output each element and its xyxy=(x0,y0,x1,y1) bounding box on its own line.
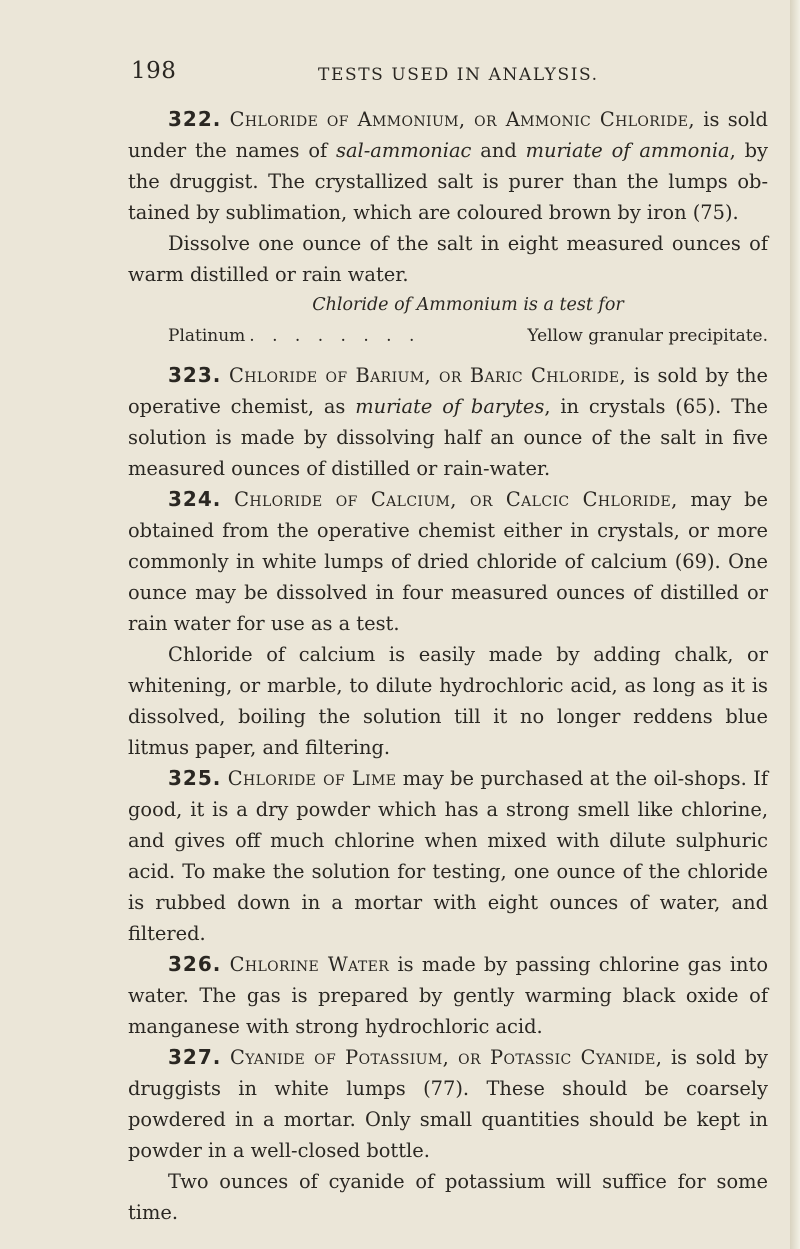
section-title-326: Chlorine Water xyxy=(229,953,390,976)
section-title-324: Chloride of Calcium, or Calcic Chloride, xyxy=(234,488,678,511)
test-result: Yellow granular precipitate. xyxy=(527,326,768,346)
section-number-323: 323. xyxy=(168,363,222,387)
section-number-326: 326. xyxy=(168,952,222,976)
test-row xyxy=(128,321,768,352)
section-title-327: Cyanide of Potassium, or Potassic Cyanide, xyxy=(230,1046,663,1069)
page-edge xyxy=(790,0,800,1249)
paragraph-324: 324. Chloride of Calcium, or Calcic Chloride, may be obtained from the operative chemist either in crystals, or more commonly in white lumps of dried chloride of calcium (69). One ounce may be dissolved in four measured ounces of distilled or rain water for use as a test. xyxy=(128,487,768,635)
test-heading: Chloride of Ammonium is a test for xyxy=(312,295,624,315)
page-number: 198 xyxy=(131,58,177,84)
paragraph-324-b: Chloride of calcium is easily made by adding chalk, or whitening, or marble, to dilute hydrochloric acid, as long as it is dissolved, boiling the solution till it no longer reddens blue litmus paper, and filtering. xyxy=(128,643,768,759)
test-reagent: Platinum xyxy=(168,326,246,346)
body-text xyxy=(128,104,768,1228)
section-number-324: 324. xyxy=(168,487,222,511)
leader-dots: . . . . . . . . xyxy=(249,326,421,346)
section-number-325: 325. xyxy=(168,766,222,790)
paragraph-322-b: Dissolve one ounce of the salt in eight measured ounces of warm distilled or rain water. xyxy=(128,232,768,286)
section-title-323: Chloride of Barium, or Baric Chloride, xyxy=(228,364,627,387)
running-title: TESTS USED IN ANALYSIS. xyxy=(318,65,599,85)
paragraph-325: 325. Chloride of Lime may be purchased at the oil-shops. If good, it is a dry powder which has a strong smell like chlorine, and gives off much chlorine when mixed with dilute sulphuric acid. To make the solution for testing, one ounce of the chloride is rubbed down in a mortar with eight ounces of water, and filtered. xyxy=(128,766,768,945)
section-number-322: 322. xyxy=(168,107,222,131)
paragraph-326: 326. Chlorine Water is made by passing chlorine gas into water. The gas is prepared by gently warming black oxide of manganese with strong hydrochloric acid. xyxy=(128,952,769,1038)
section-title-325: Chloride of Lime xyxy=(227,767,397,790)
paragraph-322: 322. Chloride of Ammonium, or Ammonic Chloride, is sold under the names of sal-ammoniac and muriate of ammonia, by the druggist. The crystallized salt is purer than the lumps ob-tained by sublimation, which are coloured brown by iron (75). xyxy=(128,107,768,224)
section-title-322: Chloride of Ammonium, or Ammonic Chloride, xyxy=(229,108,695,131)
paragraph-327-b: Two ounces of cyanide of potassium will suffice for some time. xyxy=(128,1170,768,1224)
paragraph-327: 327. Cyanide of Potassium, or Potassic Cyanide, is sold by druggists in white lumps (77). These should be coarsely powdered in a mortar. Only small quantities should be kept in powder in a well-closed bottle. xyxy=(128,1045,768,1162)
paragraph-323: 323. Chloride of Barium, or Baric Chloride, is sold by the operative chemist, as muriate of barytes, in crystals (65). The solution is made by dissolving half an ounce of the salt in five measured ounces of distilled or rain-water. xyxy=(128,363,769,480)
section-number-327: 327. xyxy=(168,1045,222,1069)
